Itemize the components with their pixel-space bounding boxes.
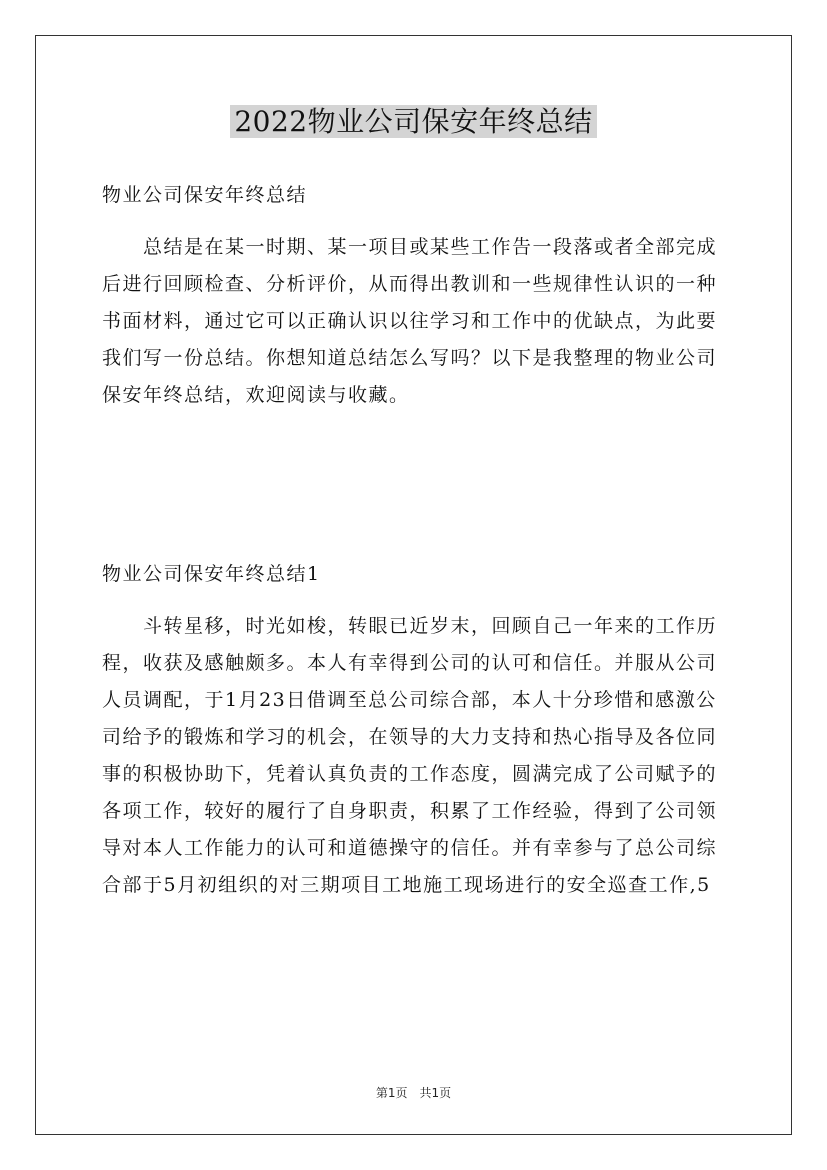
- section-line: 人员调配，于1月23日借调至总公司综合部，本人十分珍惜和感激公: [102, 689, 717, 711]
- document-subtitle: 物业公司保安年终总结: [102, 184, 308, 206]
- section-line: 斗转星移，时光如梭，转眼已近岁末，回顾自己一年来的工作历: [102, 615, 718, 637]
- intro-line: 书面材料，通过它可以正确认识以往学习和工作中的优缺点，为此要: [102, 310, 718, 332]
- page-footer: [0, 1085, 827, 1101]
- section-line: 合部于5月初组织的对三期项目工地施工现场进行的安全巡查工作,5: [102, 874, 711, 896]
- intro-line: 保安年终总结，欢迎阅读与收藏。: [102, 384, 410, 406]
- section-line: 司给予的锻炼和学习的机会，在领导的大力支持和热心指导及各位同: [102, 726, 718, 748]
- intro-paragraph: [102, 229, 726, 414]
- document-title-text: 2022物业公司保安年终总结: [230, 105, 596, 138]
- intro-line: 后进行回顾检查、分析评价，从而得出教训和一些规律性认识的一种: [102, 273, 718, 295]
- section-line: 程，收获及感触颇多。本人有幸得到公司的认可和信任。并服从公司: [102, 652, 718, 674]
- page-number: 第1页 共1页: [375, 1086, 452, 1100]
- intro-line: 总结是在某一时期、某一项目或某些工作告一段落或者全部完成: [102, 236, 718, 258]
- intro-line: 我们写一份总结。你想知道总结怎么写吗？以下是我整理的物业公司: [102, 347, 718, 369]
- section-paragraph: [102, 608, 726, 904]
- section-line: 事的积极协助下，凭着认真负责的工作态度，圆满完成了公司赋予的: [102, 763, 718, 785]
- document-title: [0, 102, 827, 142]
- section-line: 导对本人工作能力的认可和道德操守的信任。并有幸参与了总公司综: [102, 837, 718, 859]
- section-line: 各项工作，较好的履行了自身职责，积累了工作经验，得到了公司领: [102, 800, 718, 822]
- section-heading: 物业公司保安年终总结1: [102, 563, 321, 585]
